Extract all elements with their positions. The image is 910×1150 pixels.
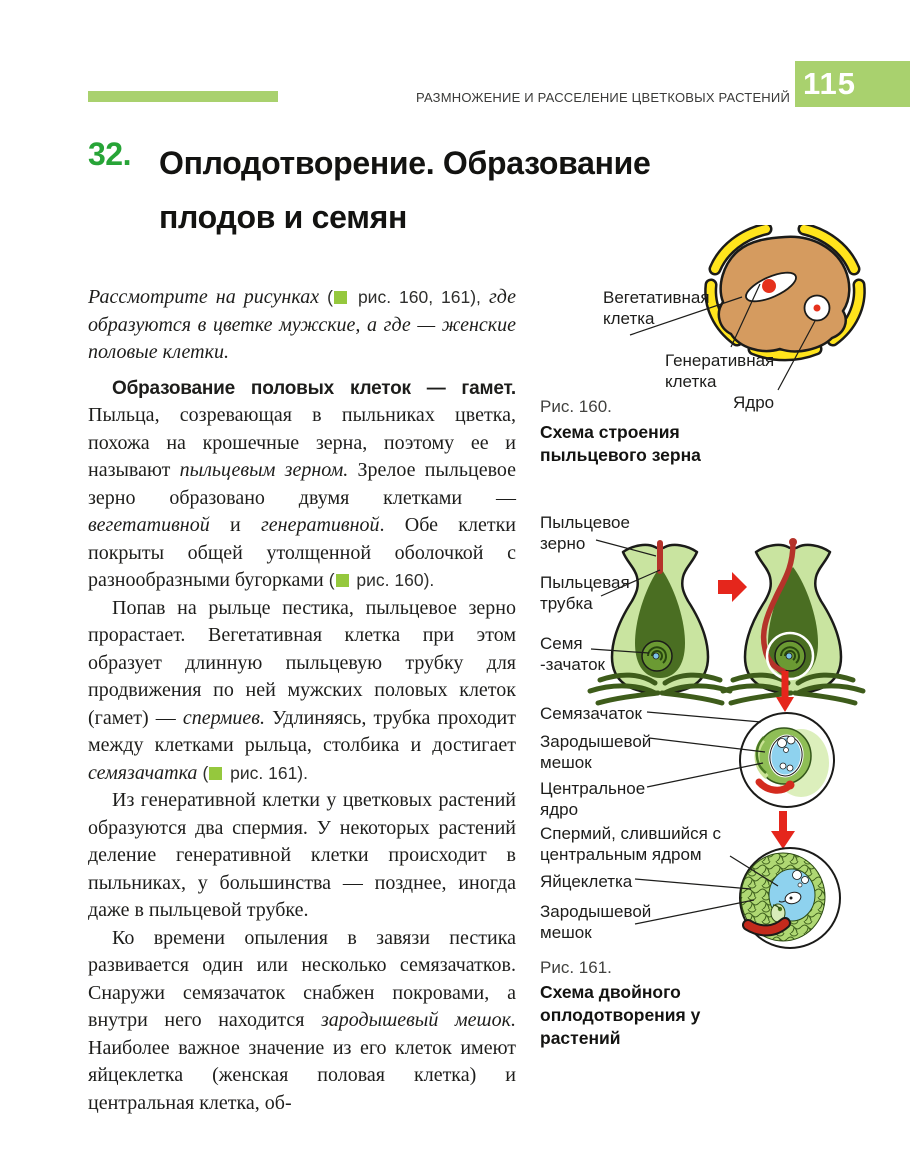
label-generative-cell: Генеративная клетка (665, 351, 775, 391)
figure-ref: ( (202, 762, 209, 783)
page-number: 115 (803, 66, 857, 101)
figure-ref-square-icon (334, 291, 347, 304)
term-italic: генеративной (260, 514, 380, 536)
label-nucleus: Ядро (733, 393, 775, 412)
label-sperm-fused: Спермий, слившийся с центральным ядром (540, 824, 722, 864)
figure-ref: рис. 160, 161), (350, 287, 481, 307)
label-ovule-hyphenated: Семя​-зачаток (540, 634, 605, 674)
body-text: Из генеративной клетки у цветковых растений образуются два спермия. У некоторых растений деление генеративной клетки происходит в пыльниках, у большинства — позднее, иногда даже в пыльцевой трубке. (88, 789, 516, 921)
body-text: Пыльца, созревающая в пыльниках цветка, похожа на крошечные зерна, поэтому ее и называют (88, 404, 516, 481)
label-egg-cell: Яйцеклетка (540, 872, 633, 891)
paragraph-gametes (88, 375, 516, 595)
term-italic: пыльцевым зерном. (179, 459, 349, 481)
fig161-number: Рис. 161. (540, 958, 612, 977)
arrow-right-icon (718, 572, 747, 602)
paragraph-pollen-tube (88, 595, 516, 788)
label-central-nucleus: Центральное ядро (540, 779, 646, 819)
figure-ref-square-icon (209, 767, 222, 780)
body-text: Ко времени опыления в завязи пестика развивается один или несколько семязачатков. Снаружи семязачаток снабжен покровами, а внутри него находится (88, 926, 516, 1031)
lesson-number: 32. (88, 136, 131, 172)
arrow-down-icon (771, 811, 795, 849)
figure-ref: ( (328, 570, 335, 590)
paragraph-ovule (88, 925, 516, 1118)
label-pollen-tube: Пыльцевая трубка (540, 573, 630, 613)
figure-ref-square-icon (336, 574, 349, 587)
fig161-caption: Схема двойного оплодотворения у растений (540, 982, 701, 1048)
label-vegetative-cell: Вегетативная клетка (603, 288, 710, 328)
label-embryo-sac-1: Зародышевой мешок (540, 732, 652, 772)
term-italic: вегетативной (88, 514, 210, 536)
ovule-section-illustration (740, 713, 834, 807)
body-text: Наиболее важное значение из его клеток имеют яйцеклетка (женская половая клетка) и центральная клетка, об- (88, 1036, 516, 1114)
body-text: Зрелое пыльцевое зерно образовано двумя клетками — (88, 459, 516, 509)
term-italic: спермиев. (182, 706, 265, 729)
label-pollen-grain: Пыльцевое зерно (540, 513, 630, 553)
label-embryo-sac-2: Зародышевой мешок (540, 902, 652, 942)
figure-ref: рис. 161). (225, 762, 308, 783)
figure-ref: ( (327, 287, 333, 307)
figure-ref: рис. 160). (351, 570, 435, 590)
header-accent-bar (88, 91, 278, 102)
label-ovule: Семязачаток (540, 704, 642, 723)
article-text-column (88, 284, 516, 1117)
body-text: . Обе клетки покрыты общей утолщенной оболочкой с разнообразными бугорками (88, 514, 517, 591)
paragraph-sperm-cells (88, 787, 516, 925)
intro-question (88, 284, 516, 367)
fig160-caption: Схема строения пыльцевого зерна (540, 422, 701, 465)
body-text: Удлиняясь, трубка проходит между клетками рыльца, столбика и достигает (88, 706, 516, 756)
term-italic: семязачатка (88, 761, 203, 784)
figures-column (535, 225, 910, 1048)
intro-text: где образуются в цветке мужские, а где — женские половые клетки. (88, 286, 517, 363)
term-italic: зародышевый мешок. (320, 1009, 516, 1031)
chapter-header: РАЗМНОЖЕНИЕ И РАССЕЛЕНИЕ ЦВЕТКОВЫХ РАСТЕНИЙ (415, 90, 790, 105)
paragraph-lead-bold: Образование половых клеток — гамет. (112, 377, 516, 399)
page-number-box (795, 61, 910, 107)
fig160-number: Рис. 160. (540, 397, 612, 416)
body-text: Попав на рыльце пестика, пыльцевое зерно прорастает. Вегетативная клетка при этом образует длинную пыльцевую трубку для продвижения по ней мужских половых клеток (гамет) — (88, 596, 516, 729)
lesson-title: Оплодотворение. Образование плодов и семян (159, 145, 651, 235)
intro-text: Рассмотрите на рисунках (88, 286, 328, 308)
body-text: и (209, 514, 261, 536)
embryo-sac-illustration (740, 848, 840, 948)
